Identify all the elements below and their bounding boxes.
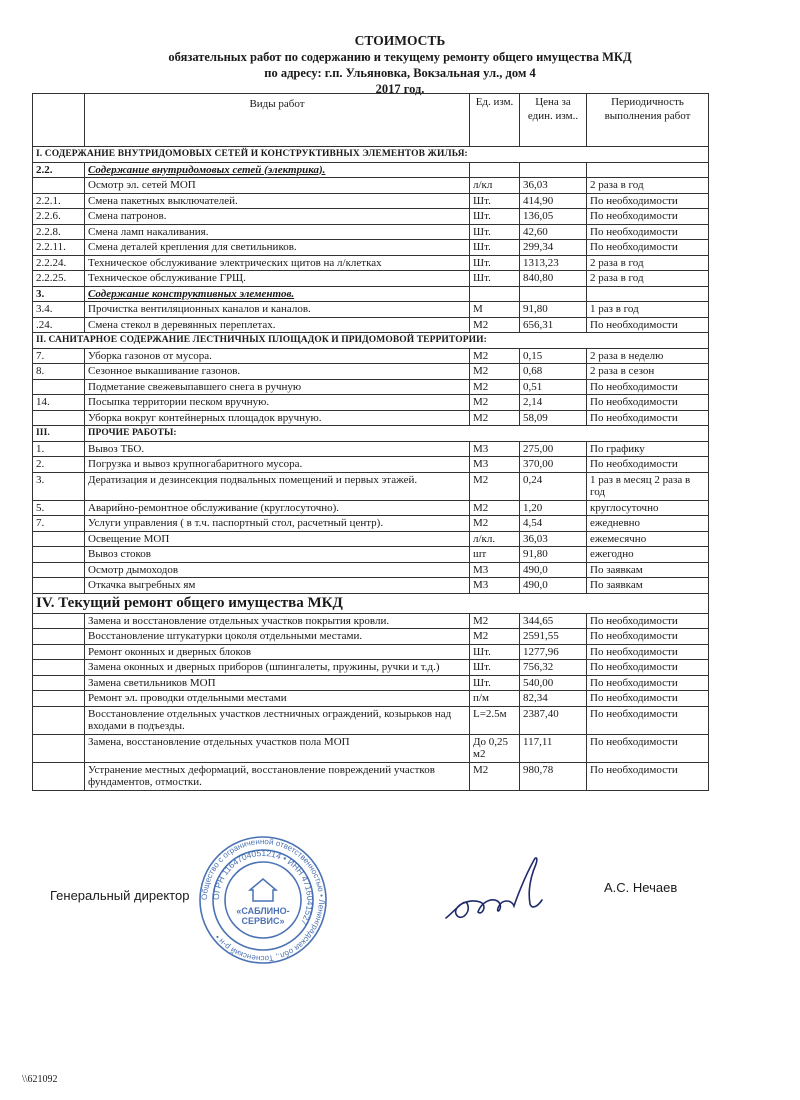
unit-price: 980,78	[520, 762, 587, 790]
unit-price: 82,34	[520, 691, 587, 707]
work-periodicity: По необходимости	[587, 457, 709, 473]
row-number	[33, 675, 85, 691]
work-periodicity: По необходимости	[587, 762, 709, 790]
row-number	[33, 562, 85, 578]
column-header-periodicity: Периодичность выполнения работ	[587, 94, 709, 147]
work-periodicity: По необходимости	[587, 410, 709, 426]
row-number	[33, 178, 85, 194]
director-name: А.С. Нечаев	[604, 880, 678, 895]
work-periodicity	[587, 286, 709, 302]
work-periodicity: По необходимости	[587, 224, 709, 240]
unit-price: 656,31	[520, 317, 587, 333]
unit-price	[520, 162, 587, 178]
unit-of-measure: Шт.	[470, 644, 520, 660]
unit-of-measure: п/м	[470, 691, 520, 707]
unit-of-measure: л/кл	[470, 178, 520, 194]
unit-price: 0,68	[520, 364, 587, 380]
section-row	[33, 426, 709, 442]
work-periodicity: ежемесячно	[587, 531, 709, 547]
unit-price: 1,20	[520, 500, 587, 516]
row-number	[33, 762, 85, 790]
table-row	[33, 734, 709, 762]
table-row	[33, 364, 709, 380]
stamp-name-line2: СЕРВИС»	[241, 916, 285, 926]
unit-price: 756,32	[520, 660, 587, 676]
document-title: СТОИМОСТЬ	[354, 33, 446, 48]
table-row	[33, 271, 709, 287]
row-number: .24.	[33, 317, 85, 333]
table-row	[33, 178, 709, 194]
document-address: по адресу: г.п. Ульяновка, Вокзальная ул., дом 4	[264, 66, 536, 80]
work-name: Погрузка и вывоз крупногабаритного мусора.	[85, 457, 470, 473]
section-number: III.	[33, 426, 85, 442]
unit-price: 1313,23	[520, 255, 587, 271]
unit-of-measure: М2	[470, 379, 520, 395]
column-header-number	[33, 94, 85, 147]
table-row	[33, 562, 709, 578]
work-name: Откачка выгребных ям	[85, 578, 470, 594]
work-periodicity: круглосуточно	[587, 500, 709, 516]
work-name: Ремонт оконных и дверных блоков	[85, 644, 470, 660]
work-name: Замена светильников МОП	[85, 675, 470, 691]
work-periodicity: 2 раза в год	[587, 255, 709, 271]
unit-price: 344,65	[520, 613, 587, 629]
table-row	[33, 317, 709, 333]
work-periodicity: 1 раз в месяц 2 раза в год	[587, 472, 709, 500]
table-row	[33, 441, 709, 457]
work-periodicity: По заявкам	[587, 578, 709, 594]
table-row	[33, 531, 709, 547]
work-periodicity: По необходимости	[587, 193, 709, 209]
work-name: Прочистка вентиляционных каналов и каналов.	[85, 302, 470, 318]
work-periodicity: По необходимости	[587, 629, 709, 645]
work-name: Смена стекол в деревянных переплетах.	[85, 317, 470, 333]
table-row	[33, 348, 709, 364]
table-row	[33, 516, 709, 532]
unit-of-measure: М2	[470, 364, 520, 380]
work-name: Восстановление штукатурки цоколя отдельными местами.	[85, 629, 470, 645]
work-periodicity: По необходимости	[587, 706, 709, 734]
row-number: 2.2.8.	[33, 224, 85, 240]
row-number: 2.2.1.	[33, 193, 85, 209]
table-header-row	[33, 94, 709, 147]
row-number	[33, 691, 85, 707]
unit-of-measure: М2	[470, 395, 520, 411]
work-name: Техническое обслуживание электрических щитов на л/клетках	[85, 255, 470, 271]
table-row	[33, 379, 709, 395]
work-name: Восстановление отдельных участков лестничных ограждений, козырьков над входами в подъезды.	[85, 706, 470, 734]
table-row	[33, 629, 709, 645]
work-name: Сезонное выкашивание газонов.	[85, 364, 470, 380]
unit-of-measure: Шт.	[470, 224, 520, 240]
work-name: Ремонт эл. проводки отдельными местами	[85, 691, 470, 707]
row-number: 3.	[33, 472, 85, 500]
row-number	[33, 410, 85, 426]
unit-of-measure: Шт.	[470, 193, 520, 209]
unit-of-measure: Шт.	[470, 271, 520, 287]
work-name: Вывоз ТБО.	[85, 441, 470, 457]
section-title: I. СОДЕРЖАНИЕ ВНУТРИДОМОВЫХ СЕТЕЙ И КОНСТРУКТИВНЫХ ЭЛЕМЕНТОВ ЖИЛЬЯ:	[33, 147, 709, 163]
row-number	[33, 644, 85, 660]
unit-of-measure: Шт.	[470, 675, 520, 691]
document-subtitle: обязательных работ по содержанию и текущему ремонту общего имущества МКД	[168, 50, 632, 64]
work-periodicity: По необходимости	[587, 395, 709, 411]
table-row	[33, 644, 709, 660]
unit-price: 0,15	[520, 348, 587, 364]
unit-of-measure	[470, 286, 520, 302]
table-row	[33, 224, 709, 240]
work-periodicity: ежедневно	[587, 516, 709, 532]
column-header-works: Виды работ	[85, 94, 470, 147]
unit-of-measure: М2	[470, 410, 520, 426]
unit-of-measure: М3	[470, 562, 520, 578]
unit-of-measure: М3	[470, 578, 520, 594]
table-row	[33, 706, 709, 734]
row-number: 3.	[33, 286, 85, 302]
unit-of-measure	[470, 162, 520, 178]
subsection-row	[33, 286, 709, 302]
unit-of-measure: шт	[470, 547, 520, 563]
row-number: 2.2.6.	[33, 209, 85, 225]
row-number: 2.2.25.	[33, 271, 85, 287]
unit-price: 299,34	[520, 240, 587, 256]
section-row	[33, 147, 709, 163]
unit-of-measure: М2	[470, 500, 520, 516]
work-name: Замена оконных и дверных приборов (шпингалеты, пружины, ручки и т.д.)	[85, 660, 470, 676]
document-code: \\621092	[22, 1074, 58, 1085]
row-number	[33, 531, 85, 547]
unit-price: 91,80	[520, 547, 587, 563]
unit-of-measure: М	[470, 302, 520, 318]
subsection-row	[33, 162, 709, 178]
director-label: Генеральный директор	[50, 888, 190, 903]
unit-of-measure: М3	[470, 457, 520, 473]
unit-of-measure: М2	[470, 317, 520, 333]
row-number	[33, 629, 85, 645]
row-number: 2.2.24.	[33, 255, 85, 271]
work-name: Освещение МОП	[85, 531, 470, 547]
table-row	[33, 472, 709, 500]
unit-of-measure: До 0,25 м2	[470, 734, 520, 762]
work-periodicity: По графику	[587, 441, 709, 457]
table-row	[33, 660, 709, 676]
company-stamp	[198, 835, 328, 965]
director-signature	[438, 848, 558, 933]
work-name: Содержание внутридомовых сетей (электрика).	[85, 162, 470, 178]
work-name: Уборка газонов от мусора.	[85, 348, 470, 364]
work-periodicity: 2 раза в год	[587, 178, 709, 194]
unit-of-measure: L=2.5м	[470, 706, 520, 734]
column-header-price: Цена за един. изм..	[520, 94, 587, 147]
work-name: Смена деталей крепления для светильников.	[85, 240, 470, 256]
section-title: II. САНИТАРНОЕ СОДЕРЖАНИЕ ЛЕСТНИЧНЫХ ПЛОЩАДОК И ПРИДОМОВОЙ ТЕРРИТОРИИ:	[33, 333, 709, 349]
row-number: 7.	[33, 348, 85, 364]
unit-price: 36,03	[520, 531, 587, 547]
table-row	[33, 675, 709, 691]
work-periodicity: 2 раза в сезон	[587, 364, 709, 380]
work-periodicity: По необходимости	[587, 734, 709, 762]
work-name: Уборка вокруг контейнерных площадок вручную.	[85, 410, 470, 426]
row-number	[33, 379, 85, 395]
unit-of-measure: М2	[470, 762, 520, 790]
work-name: Дератизация и дезинсекция подвальных помещений и первых этажей.	[85, 472, 470, 500]
unit-of-measure: Шт.	[470, 240, 520, 256]
table-row	[33, 457, 709, 473]
work-periodicity: 2 раза в год	[587, 271, 709, 287]
work-periodicity: По необходимости	[587, 240, 709, 256]
unit-price: 414,90	[520, 193, 587, 209]
work-periodicity: По заявкам	[587, 562, 709, 578]
table-row	[33, 578, 709, 594]
unit-price: 840,80	[520, 271, 587, 287]
work-periodicity: По необходимости	[587, 379, 709, 395]
work-periodicity: 2 раза в неделю	[587, 348, 709, 364]
row-number: 3.4.	[33, 302, 85, 318]
row-number: 1.	[33, 441, 85, 457]
section-row	[33, 333, 709, 349]
table-row	[33, 613, 709, 629]
unit-price: 490,0	[520, 578, 587, 594]
work-name: Смена пакетных выключателей.	[85, 193, 470, 209]
document-year: 2017 год.	[375, 82, 425, 96]
unit-price: 2387,40	[520, 706, 587, 734]
unit-of-measure: Шт.	[470, 660, 520, 676]
unit-price: 370,00	[520, 457, 587, 473]
unit-price: 42,60	[520, 224, 587, 240]
row-number: 8.	[33, 364, 85, 380]
unit-price	[520, 286, 587, 302]
unit-of-measure: л/кл.	[470, 531, 520, 547]
work-name: Подметание свежевыпавшего снега в ручную	[85, 379, 470, 395]
unit-price: 36,03	[520, 178, 587, 194]
unit-of-measure: Шт.	[470, 255, 520, 271]
unit-price: 58,09	[520, 410, 587, 426]
work-periodicity: По необходимости	[587, 675, 709, 691]
unit-price: 91,80	[520, 302, 587, 318]
unit-price: 0,24	[520, 472, 587, 500]
table-row	[33, 193, 709, 209]
work-name: Аварийно-ремонтное обслуживание (круглосуточно).	[85, 500, 470, 516]
row-number: 2.2.	[33, 162, 85, 178]
table-body	[33, 147, 709, 791]
stamp-inner-text: ОГРН 1164704051214 • ИНН 4716041527	[210, 847, 316, 927]
unit-price: 136,05	[520, 209, 587, 225]
row-number: 5.	[33, 500, 85, 516]
row-number: 2.2.11.	[33, 240, 85, 256]
unit-price: 0,51	[520, 379, 587, 395]
unit-of-measure: М2	[470, 516, 520, 532]
work-periodicity: По необходимости	[587, 660, 709, 676]
unit-price: 4,54	[520, 516, 587, 532]
row-number	[33, 660, 85, 676]
unit-of-measure: М2	[470, 348, 520, 364]
work-periodicity: 1 раз в год	[587, 302, 709, 318]
unit-price: 2591,55	[520, 629, 587, 645]
work-name: Смена патронов.	[85, 209, 470, 225]
section-title: ПРОЧИЕ РАБОТЫ:	[85, 426, 709, 442]
table-row	[33, 410, 709, 426]
unit-price: 2,14	[520, 395, 587, 411]
table-row	[33, 762, 709, 790]
work-periodicity: По необходимости	[587, 317, 709, 333]
document-header	[0, 33, 800, 97]
row-number: 14.	[33, 395, 85, 411]
unit-of-measure: М2	[470, 613, 520, 629]
work-periodicity: По необходимости	[587, 644, 709, 660]
stamp-name-line1: «САБЛИНО-	[236, 906, 290, 916]
table-row	[33, 547, 709, 563]
row-number: 7.	[33, 516, 85, 532]
row-number	[33, 547, 85, 563]
table-row	[33, 209, 709, 225]
section-title: IV. Текущий ремонт общего имущества МКД	[33, 593, 709, 613]
unit-of-measure: Шт.	[470, 209, 520, 225]
work-name: Замена и восстановление отдельных участков покрытия кровли.	[85, 613, 470, 629]
unit-of-measure: М2	[470, 629, 520, 645]
unit-of-measure: М3	[470, 441, 520, 457]
work-periodicity: ежегодно	[587, 547, 709, 563]
work-name: Смена ламп накаливания.	[85, 224, 470, 240]
work-name: Услуги управления ( в т.ч. паспортный стол, расчетный центр).	[85, 516, 470, 532]
section-row	[33, 593, 709, 613]
work-name: Замена, восстановление отдельных участков пола МОП	[85, 734, 470, 762]
unit-price: 490,0	[520, 562, 587, 578]
work-name: Посыпка территории песком вручную.	[85, 395, 470, 411]
row-number	[33, 734, 85, 762]
unit-price: 275,00	[520, 441, 587, 457]
unit-price: 540,00	[520, 675, 587, 691]
table-row	[33, 395, 709, 411]
work-name: Техническое обслуживание ГРЩ.	[85, 271, 470, 287]
row-number	[33, 578, 85, 594]
work-name: Содержание конструктивных элементов.	[85, 286, 470, 302]
unit-price: 117,11	[520, 734, 587, 762]
table-row	[33, 500, 709, 516]
row-number	[33, 613, 85, 629]
work-periodicity	[587, 162, 709, 178]
work-periodicity: По необходимости	[587, 691, 709, 707]
works-cost-table	[32, 93, 709, 791]
work-name: Вывоз стоков	[85, 547, 470, 563]
table-row	[33, 240, 709, 256]
table-row	[33, 691, 709, 707]
work-name: Устранение местных деформаций, восстановление повреждений участков фундаментов, отмостки.	[85, 762, 470, 790]
work-name: Осмотр дымоходов	[85, 562, 470, 578]
row-number: 2.	[33, 457, 85, 473]
work-periodicity: По необходимости	[587, 209, 709, 225]
row-number	[33, 706, 85, 734]
stamp-outer-text: Общество с ограниченной ответственностью • Ленинградская обл., Тосненский р-н •	[199, 836, 327, 964]
column-header-unit: Ед. изм.	[470, 94, 520, 147]
table-row	[33, 255, 709, 271]
table-row	[33, 302, 709, 318]
work-periodicity: По необходимости	[587, 613, 709, 629]
unit-of-measure: М2	[470, 472, 520, 500]
work-name: Осмотр эл. сетей МОП	[85, 178, 470, 194]
unit-price: 1277,96	[520, 644, 587, 660]
